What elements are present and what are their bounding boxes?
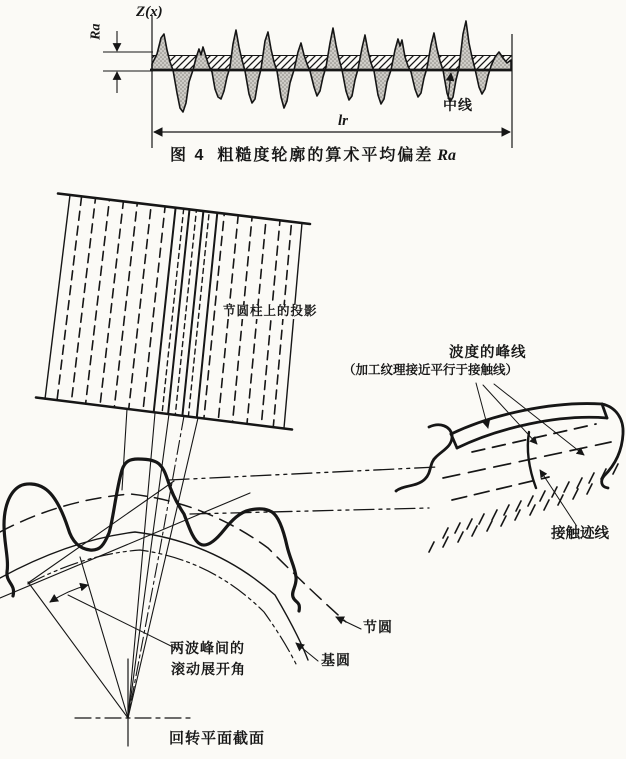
projection-label: 节圆柱上的投影 (223, 304, 318, 318)
pitch-circle-arc (0, 494, 346, 622)
rolling-angle-arc (50, 585, 88, 602)
waviness-note-label: （加工纹理接近平行于接触线） (343, 363, 519, 377)
figure4-caption (170, 147, 456, 165)
root-circle-arc (28, 550, 296, 664)
fig4-roughness-profile (103, 15, 512, 148)
figure4-caption-text: 粗糙度轮廓的算术平均偏差 (217, 147, 434, 164)
section-label: 回转平面截面 (169, 730, 266, 747)
midline-label: 中线 (443, 97, 473, 113)
base-circle-arc (0, 532, 308, 660)
rolling-angle-label-line1: 两波峰间的 (170, 640, 245, 656)
pitch-circle-label: 节圆 (363, 619, 393, 635)
contact-trace-leader (540, 470, 576, 525)
rolling-angle-label-line2: 滚动展开角 (171, 661, 246, 677)
waviness-peak-label: 波度的峰线 (449, 345, 527, 361)
contact-trace-line (528, 432, 536, 488)
rolling-angle-leader (68, 595, 175, 648)
pitch-circle-leader (336, 617, 361, 629)
ra-dimension-label: Ra (88, 23, 104, 40)
z-axis-label: Z(x) (136, 4, 163, 20)
lr-length-label: lr (338, 113, 349, 129)
fig5-gear-diagram (0, 194, 623, 747)
base-circle-label: 基圆 (321, 652, 351, 668)
contact-trace-label: 接触迹线 (551, 526, 609, 542)
figure4-caption-number: 图 4 (170, 147, 206, 164)
figure4-caption-symbol: Ra (437, 147, 457, 164)
